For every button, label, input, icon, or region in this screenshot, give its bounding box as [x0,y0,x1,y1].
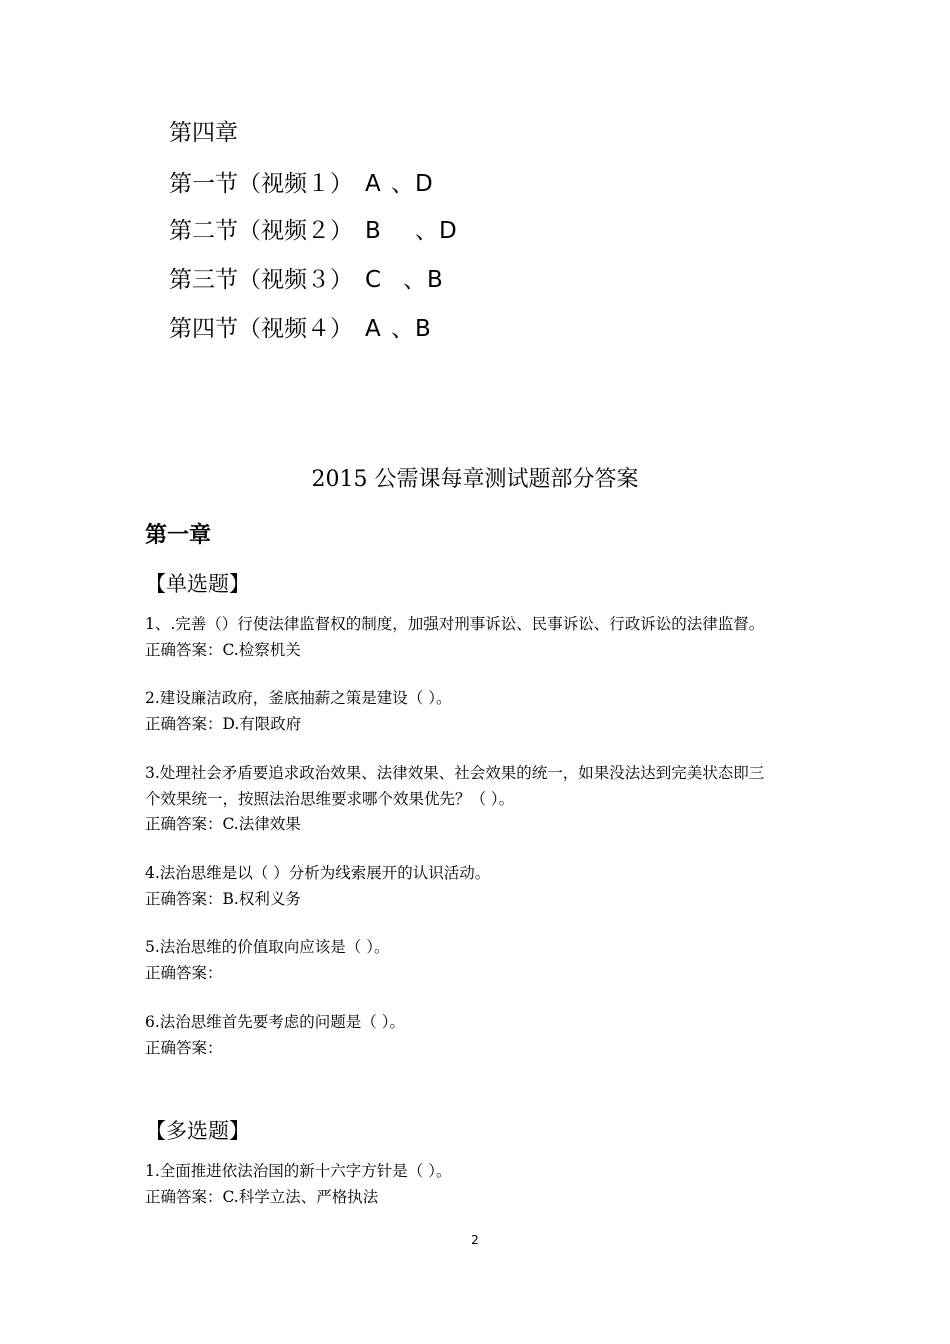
section-label: 第二节（视频２） [169,218,353,244]
answer-b: D [439,218,457,244]
answer-a: B [365,218,381,244]
chapter4-section-3 [169,265,443,295]
section-label: 第四节（视频４） [169,316,353,342]
question-5-text: 5.法治思维的价值取向应该是（ ）。 [145,938,390,956]
multiple-choice-heading: 【多选题】 [145,1119,250,1143]
answer-a: A [365,171,381,197]
question-4-text: 4.法治思维是以（ ）分析为线索展开的认识活动。 [145,864,491,882]
question-3-text-line2: 个效果统一，按照法治思维要求哪个效果优先？（ ）。 [145,790,515,808]
chapter4-section-2 [169,216,457,246]
section-label: 第一节（视频１） [169,171,353,197]
section-label: 第三节（视频３） [169,267,353,293]
question-5-answer: 正确答案： [145,964,223,982]
answer-separator: 、 [415,218,438,244]
chapter4-title: 第四章 [169,120,238,146]
chapter1-title: 第一章 [145,522,212,548]
answer-b: D [415,171,433,197]
answer-separator: 、 [403,267,426,293]
document-title: 2015 公需课每章测试题部分答案 [311,467,639,492]
answer-b: B [427,267,443,293]
chapter4-section-1 [169,169,433,199]
question-2-text: 2.建设廉洁政府，釜底抽薪之策是建设（ ）。 [145,689,452,707]
answer-separator: 、 [391,316,414,342]
question-1-text: 1、.完善（）行使法律监督权的制度，加强对刑事诉讼、民事诉讼、行政诉讼的法律监督。 [145,615,765,633]
answer-a: A [365,316,381,342]
question-6-answer: 正确答案： [145,1039,223,1057]
question-6-text: 6.法治思维首先要考虑的问题是（ ）。 [145,1013,405,1031]
single-choice-heading: 【单选题】 [145,572,250,596]
answer-a: C [365,267,382,293]
answer-separator: 、 [391,171,414,197]
question-4-answer: 正确答案：B.权利义务 [145,890,301,908]
multi-question-1-answer: 正确答案：C.科学立法、严格执法 [145,1188,379,1206]
question-3-text-line1: 3.处理社会矛盾要追求政治效果、法律效果、社会效果的统一，如果没法达到完美状态即三 [145,764,765,782]
question-1-answer: 正确答案：C.检察机关 [145,641,301,659]
multi-question-1-text: 1.全面推进依法治国的新十六字方针是（ ）。 [145,1162,452,1180]
chapter4-section-4 [169,314,431,344]
page-number: 2 [471,1233,479,1247]
answer-b: B [415,316,431,342]
question-2-answer: 正确答案：D.有限政府 [145,715,302,733]
question-3-answer: 正确答案：C.法律效果 [145,815,301,833]
